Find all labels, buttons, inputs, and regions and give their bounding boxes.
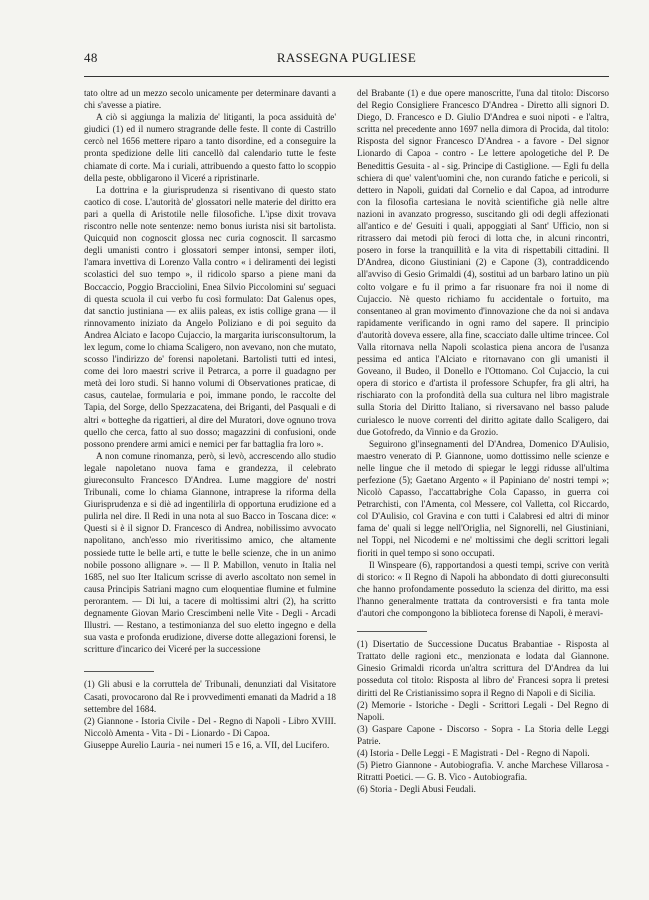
- paragraph: A non comune rinomanza, però, si levò, accrescendo allo studio legale napoletano nuova fama e grandezza, il celebrato giureconsulto Francesco D'Andrea. Lume maggiore de' nostri Tribunali, come lo chiama Giannone, intraprese la riforma della Giurisprudenza e si diè ad ingentilirla di opportuna erudizione ed a pulirla nel dire. Il Redi in una nota al suo Bacco in Toscana dice: « Questi si è il signor D. Francesco di Andrea, nobilissimo avvocato napolitano, anch'esso mio riveritissimo amico, che altamente possiede tutte le belle arti, e tutte le belle scienze, che in un animo nobile possono allignare ». — Il P. Mabillon, venuto in Italia nel 1685, nel suo Iter Italicum scrisse di averlo ascoltato non semel in causa Principis Satriani magno cum eloquentiae flumine et fulmine perorantem. — Di lui, a tacere di moltissimi altri (2), ha scritto degnamente Giovan Mario Crescimbeni nelle Vite - Degli - Arcadi Illustri. — Restano, a testimonianza del suo eletto ingegno e della sua vasta e profonda erudizione, diverse dotte allegazioni forensi, le scritture d'incarico dei Viceré per la successione: [84, 450, 336, 655]
- footnote-rule: [357, 631, 427, 632]
- page-header: [84, 50, 609, 68]
- footnote: (3) Gaspare Capone - Discorso - Sopra - La Storia delle Leggi Patrie.: [357, 723, 609, 746]
- page-number: 48: [84, 50, 98, 65]
- footnote: (2) Memorie - Istoriche - Degli - Scrittori Legali - Del Regno di Napoli.: [357, 699, 609, 722]
- running-title: RASSEGNA PUGLIESE: [276, 50, 417, 65]
- paragraph: Il Winspeare (6), rapportandosi a questi tempi, scrive con verità di storico: « Il Regno di Napoli ha abbondato di dotti giureconsulti che hanno profondamente posseduto la scienza del diritto, ma essi l'hanno generalmente trattata da controversisti e fra tanta mole d'autori che compongono la biblioteca forense di Napoli, è meravi-: [357, 559, 609, 619]
- footnote-rule: [84, 671, 154, 672]
- paragraph: tato oltre ad un mezzo secolo unicamente per determinare davanti a chi s'avesse a piatire.: [84, 88, 336, 111]
- footnote: (5) Pietro Giannone - Autobiografia. V. anche Marchese Villarosa - Ritratti Poetici. — G. B. Vico - Autobiografia.: [357, 760, 609, 783]
- left-column: [84, 87, 336, 795]
- paragraph: Seguirono gl'insegnamenti del D'Andrea, Domenico D'Aulisio, maestro venerato di P. Giannone, uomo dottissimo nelle scienze e nelle lingue che il metodo di spiegar le leggi ridusse all'ultima perfezione (5); Gaetano Argento « il Papiniano de' nostri tempi »; Nicolò Capasso, l'accattabrighe Cola Capasso, in guerra coi Petrarchisti, con l'Amenta, col Messere, col Valletta, col Riccardo, col D'Aulisio, col Gravina e con tutti i Calabresi ed altri di minor fama de' quali si legge nell'Origlia, nel Signorelli, nel Giustiniani, nel Toppi, nel Nicodemi e ne' moltissimi che degli scrittori legali fioriti in quel tempo si sono occupati.: [357, 438, 609, 558]
- header-rule: [84, 76, 609, 77]
- footnote: (2) Giannone - Istoria Civile - Del - Regno di Napoli - Libro XVIII. Niccolò Amenta - Vita - Di - Lionardo - Di Capoa.: [84, 715, 336, 738]
- footnote: (1) Gli abusi e la corruttela de' Tribunali, denunziati dal Visitatore Casati, provocarono dal Re i provvedimenti emanati da Madrid a 18 settembre del 1684.: [84, 679, 336, 714]
- footnote: (6) Storia - Degli Abusi Feudali.: [357, 784, 476, 795]
- footnote: (4) Istoria - Delle Leggi - E Magistrati - Del - Regno di Napoli.: [357, 747, 590, 758]
- paragraph: del Brabante (1) e due opere manoscritte, l'una dal titolo: Discorso del Regio Consigliere Francesco D'Andrea - Diretto alli signori D. Diego, D. Francesco e D. Giulio D'Andrea e suoi nipoti - e l'altra, scritta nel precedente anno 1697 nella dimora di Procida, dal titolo: Risposta del signor Francesco D'Andrea - a favore - Del signor Lionardo di Capoa - contro - Le lettere apologetiche del P. De Benedittis Gesuita - al - sig. Principe di Castiglione. — Egli fu della schiera di que' valent'uomini che, non curando fatiche e pericoli, si dettero in Napoli, guidati dal Cornelio e dal Capoa, ad introdurre con la filosofia cartesiana le novità scientifiche già nelle altre nazioni in avanzato progresso, suscitando gli odi degli affezionati all'antico e de' Gesuiti i quali, appoggiati al Sant' Ufficio, non si ritrassero dai metodi più feroci di lotta che, in alcuni rincontri, posero in forse la tranquillità e la vita di rispettabili cittadini. Il D'Andrea, dicono Giustiniani (2) e Capone (3), contraddicendo all'avviso di Gesio Grimaldi (4), sostituì ad un barbaro latino un più colto volgare e fu il primo a far risuonare fra noi il nome di Cujaccio. Nè questo richiamo fu accidentale o fortuito, ma consentaneo al gran movimento d'innovazione che da noi si andava rapidamente verificando in ogni ramo del sapere. Il principio d'autorità doveva essere, alla fine, scacciato dalle ultime trincee. Col Valla ritornava nella Napoli scolastica piena ancora de l'usanza pessima ed antica l'Alciato e ritornavano con gli umanisti il Goveano, il Budeo, il Donello e l'Ottomano. Col Cujaccio, la cui opera di storico e d'artista il professore Schupfer, fra gli altri, ha rischiarato con la profondità della sua cultura nel libro magistrale sulla Storia del Diritto Italiano, si riversavano nel basso palude curialesco le nuove correnti del diritto agitate dallo Scaligero, dai due Gotofredo, da Vinnio e da Grozio.: [357, 88, 609, 437]
- footnote: Giuseppe Aurelio Lauria - nei numeri 15 e 16, a. VII, del Lucifero.: [84, 739, 330, 750]
- footnote: (1) Disertatio de Successione Ducatus Brabantiae - Risposta al Trattato delle ragioni etc., menzionata e lodata dal Giannone. Ginesio Grimaldi ricorda un'altra scrittura del D'Andrea da lui posseduta col titolo: Risposta al libro de' Francesi sopra li pretesi diritti del Re Cristianissimo sopra il Regno di Napoli e di Sicilia.: [357, 639, 609, 698]
- paragraph: A ciò si aggiunga la malizia de' litiganti, la poca assiduità de' giudici (1) ed il numero stragrande delle feste. Il conte di Castrillo cercò nel 1656 mettere riparo a tanto disordine, ed a conseguire la pronta spedizione delle liti cancellò dal calendario tutte le feste chiamate di corte. Ma i curiali, attribuendo a questo fatto lo scoppio della peste, obbligarono il Viceré a ripristinarle.: [84, 112, 336, 183]
- two-column-body: [84, 87, 609, 795]
- right-column: [357, 87, 609, 795]
- paragraph: La dottrina e la giurisprudenza si risentivano di questo stato caotico di cose. L'autorità de' glossatori nelle materie del diritto era pari a quella di Aristotile nelle filosofiche. L'ipse dixit trovava riscontro nelle note sentenze: nemo bonus iurista nisi sit bartolista. Quicquid non cognoscit glossa nec curia cognoscit. Il sarcasmo degli umanisti contro i glossatori semper intonsi, semper iloti, l'amara invettiva di Lorenzo Valla contro « i deliramenti dei legisti scolastici del suo tempo », il ridicolo sparso a piene mani da Boccaccio, Poggio Bracciolini, Enea Silvio Piccolomini su' seguaci di questa scuola il cui verbo fu così formulato: Dat Galenus opes, dat sanctio justiniana — ex aliis paleas, ex istis collige grana — il rinnovamento iniziato da Angelo Poliziano e di poi seguito da Andrea Alciato e Iacopo Cujaccio, la margarita iurisconsultorum, la lex legum, come lo chiama Scaligero, non avevano, non che mutato, scosso l'indirizzo de' forensi napoletani. Bartolisti tutti ed intesi, come dei loro maestri scrive il Petrarca, a porre il guadagno per metà dei loro studi. Si hanno volumi di Observationes praticae, di casus, cautelae, formularia e poi, immane pondo, le raccolte del Tapia, del Sorge, dello Spezzacatena, dei Briganti, del Pasquali e di altri « botteghe da rigattieri, al dire del Muratori, dove ognuno trova quello che cerca, fatto al suo dosso; magazzini di confusioni, onde possono prendere armi amici e nemici per far battaglia fra loro ».: [84, 184, 336, 449]
